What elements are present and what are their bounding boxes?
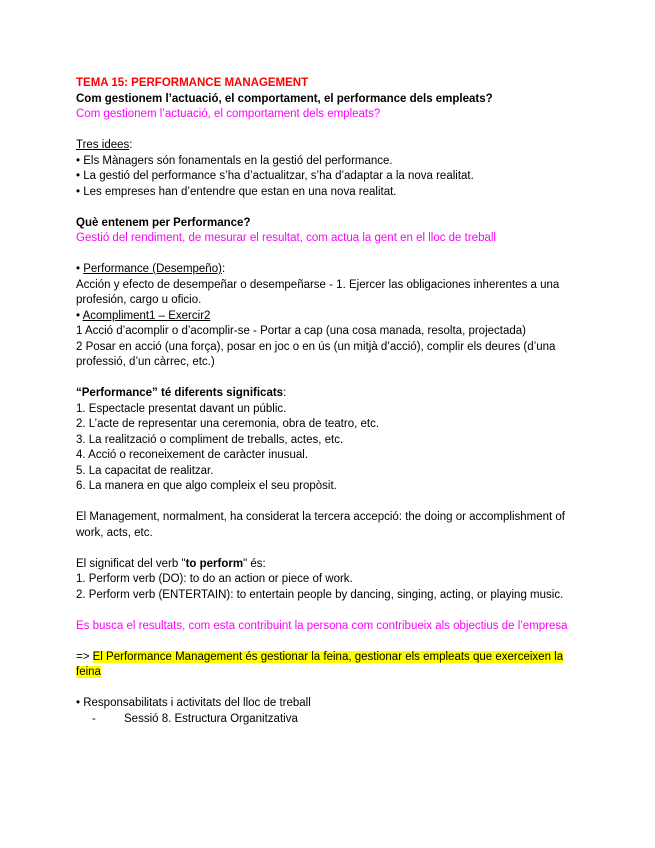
verb-item-1: 1. Perform verb (DO): to do an action or piece of work. (76, 573, 353, 585)
que-entenem-note: Gestió del rendiment, de mesurar el resultat, com actua la gent en el lloc de treball (76, 232, 496, 244)
result-note: Es busca el resultats, com esta contribuint la persona com contribueix als objectius de l’empresa (76, 619, 568, 632)
tres-idees-item-3: • Les empreses han d’entendre que estan en una nova realitat. (76, 185, 397, 198)
acompliment-label: Acompliment1 – Exercir2 (82, 309, 211, 322)
performance-definition-label: Performance (Desempeño) (83, 263, 222, 275)
significat-item-3: 3. La realització o compliment de treballs, actes, etc. (76, 433, 344, 446)
significat-item-1: 1. Espectacle presentat davant un públic. (76, 402, 287, 415)
highlighted-text: El Performance Management és gestionar la feina, gestionar els empleats que exerceixen la feina (76, 650, 564, 678)
verb-intro-post: " és: (243, 557, 266, 570)
responsabilitats-item: • Responsabilitats i activitats del lloc de treball (76, 697, 311, 709)
sub-item (76, 712, 581, 728)
acompliment-line-1: 1 Acció d’acomplir o d’acomplir-se - Portar a cap (una cosa manada, resolta, projectada) (76, 325, 526, 337)
significat-item-5: 5. La capacitat de realitzar. (76, 464, 214, 477)
bullet: • (76, 263, 84, 275)
verb-intro-pre: El significat del verb " (76, 557, 186, 570)
sub-item-text: Sessió 8. Estructura Organitzativa (124, 712, 298, 725)
acompliment-heading (76, 309, 581, 325)
tres-idees-heading-text: Tres idees (76, 139, 130, 151)
main-question-note: Com gestionem l’actuació, el comportament dels empleats? (76, 108, 381, 120)
verb-item-2: 2. Perform verb (ENTERTAIN): to entertain people by dancing, singing, acting, or playing music. (76, 588, 564, 601)
document-title: TEMA 15: PERFORMANCE MANAGEMENT (76, 77, 309, 89)
highlight-paragraph (76, 650, 581, 681)
performance-definition-text: Acción y efecto de desempeñar o desempeñarse - 1. Ejercer las obligaciones inherentes a una profesión, cargo u oficio. (76, 278, 560, 306)
management-paragraph: El Management, normalment, ha considerat la tercera accepció: the doing or accomplishment of work, acts, etc. (76, 511, 566, 539)
significats-colon: : (283, 387, 287, 399)
arrow: => (76, 650, 93, 663)
que-entenem-heading: Què entenem per Performance? (76, 216, 251, 229)
tres-idees-item-1: • Els Mànagers són fonamentals en la gestió del performance. (76, 154, 393, 167)
verb-intro (76, 557, 581, 573)
significat-item-6: 6. La manera en que algo compleix el seu propòsit. (76, 480, 337, 492)
document-page (76, 76, 581, 727)
significats-heading (76, 386, 581, 402)
significat-item-2: 2. L’acte de representar una ceremonia, obra de teatro, etc. (76, 418, 380, 430)
significat-item-4: 4. Acció o reconeixement de caràcter inusual. (76, 449, 309, 461)
performance-definition-heading (76, 262, 581, 278)
tres-idees-item-2: • La gestió del performance s’ha d’actualitzar, s’ha d’adaptar a la nova realitat. (76, 170, 474, 182)
tres-idees-heading (76, 138, 581, 154)
bullet: • (76, 309, 83, 322)
performance-definition-colon: : (221, 263, 226, 275)
main-question: Com gestionem l’actuació, el comportament, el performance dels empleats? (76, 92, 493, 105)
significats-heading-text: “Performance” té diferents significats (76, 387, 284, 399)
dash: - (92, 712, 96, 725)
verb-intro-bold: to perform (185, 557, 244, 570)
acompliment-line-2: 2 Posar en acció (una força), posar en joc o en ús (un mitjà d’acció), complir els deures (d’una professió, d’un càrrec, etc.) (76, 340, 556, 368)
tres-idees-colon: : (129, 139, 133, 151)
